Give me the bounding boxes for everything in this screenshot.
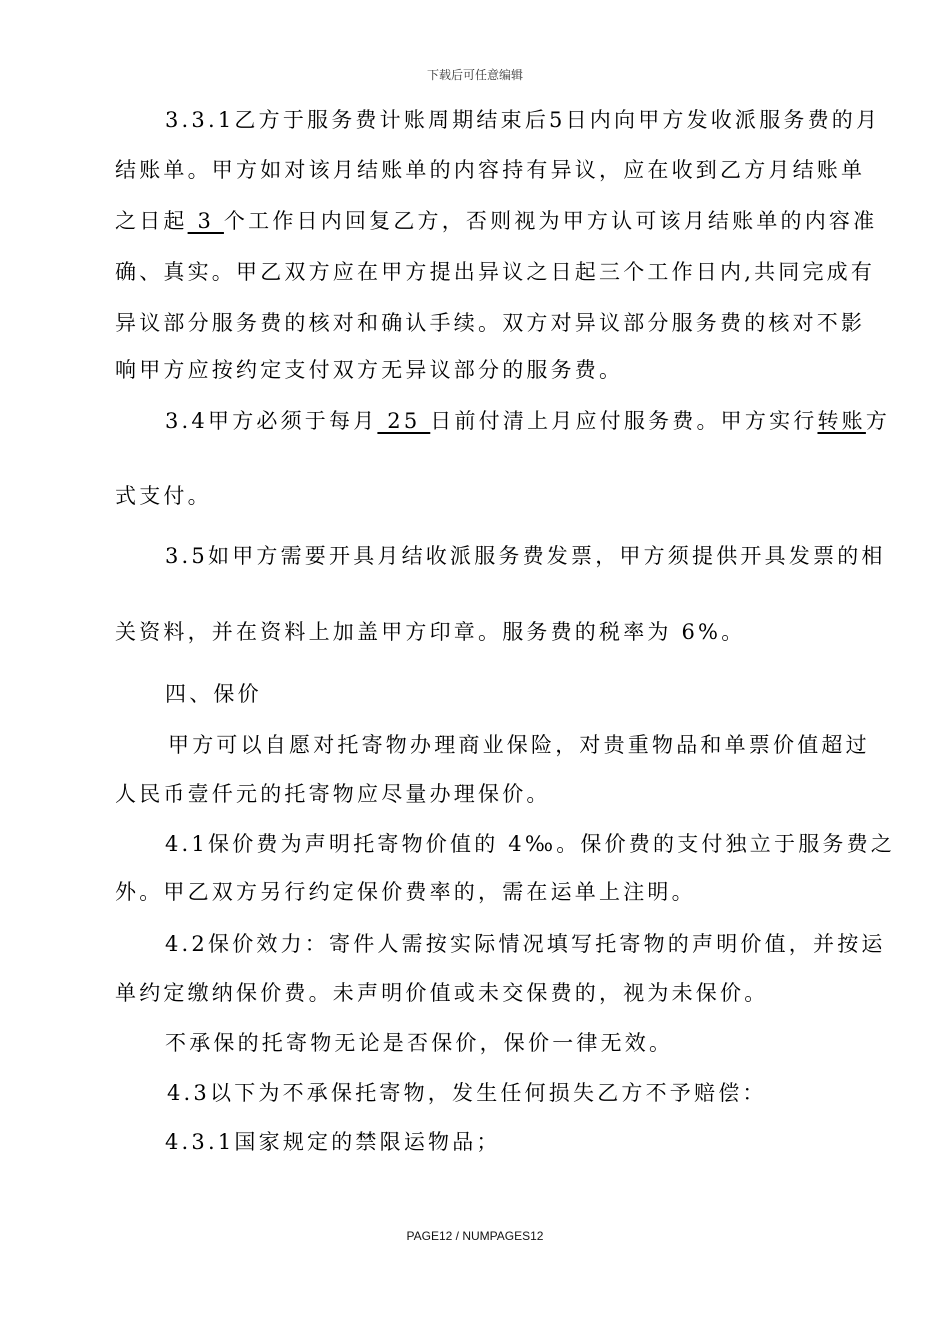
text-segment: 之日起 [115,209,188,233]
page-header: 下载后可任意编辑 [426,68,523,82]
section-heading-4: 四、保价 [165,682,262,706]
paragraph-3-3-1-line-6: 响甲方应按约定支付双方无异议部分的服务费。 [115,358,624,382]
page-footer: PAGE12 / NUMPAGES12 [406,1229,544,1243]
paragraph-4-1-line-2: 外。甲乙双方另行约定保价费率的，需在运单上注明。 [115,880,696,904]
text-segment: 方 [865,409,891,433]
paragraph-4-1-line-1: 4.1保价费为声明托寄物价值的 4‰。保价费的支付独立于服务费之 [165,832,896,856]
paragraph-3-5-line-2: 关资料，并在资料上加盖甲方印章。服务费的税率为 6%。 [115,620,746,644]
paragraph-3-5-line-1: 3.5如甲方需要开具月结收派服务费发票，甲方须提供开具发票的相 [165,544,886,568]
paragraph-4-3-1: 4.3.1国家规定的禁限运物品； [165,1130,501,1154]
paragraph-4-3: 4.3以下为不承保托寄物，发生任何损失乙方不予赔偿： [167,1081,767,1105]
text-segment: 个工作日内回复乙方，否则视为甲方认可该月结账单的内容准 [223,209,878,233]
paragraph-3-3-1-line-3 [115,207,877,235]
payment-day-value: 25 [377,409,431,433]
paragraph-4-intro-line-2: 人民币壹仟元的托寄物应尽量办理保价。 [115,782,551,806]
paragraph-3-3-1-line-4: 确、真实。甲乙双方应在甲方提出异议之日起三个工作日内,共同完成有 [115,260,876,284]
text-segment: 日前付清上月应付服务费。甲方实行 [430,409,818,433]
paragraph-4-2-line-1: 4.2保价效力：寄件人需按实际情况填写托寄物的声明价值，并按运 [165,932,886,956]
text-segment: 3.4甲方必须于每月 [165,409,378,433]
paragraph-3-4-line-1 [165,407,890,435]
paragraph-4-intro-line-1: 甲方可以自愿对托寄物办理商业保险，对贵重物品和单票价值超过 [168,733,870,757]
paragraph-3-3-1-line-2: 结账单。甲方如对该月结账单的内容持有异议，应在收到乙方月结账单 [115,158,866,182]
paragraph-3-3-1-line-1: 3.3.1乙方于服务费计账周期结束后5日内向甲方发收派服务费的月 [165,108,881,132]
paragraph-3-3-1-line-5: 异议部分服务费的核对和确认手续。双方对异议部分服务费的核对不影 [115,311,866,335]
paragraph-4-2-line-2: 单约定缴纳保价费。未声明价值或未交保费的，视为未保价。 [115,981,769,1005]
paragraph-4-2-line-3: 不承保的托寄物无论是否保价，保价一律无效。 [165,1031,674,1055]
paragraph-3-4-line-2: 式支付。 [115,484,212,508]
response-days-value: 3 [187,209,224,233]
payment-method-value: 转账 [817,409,866,433]
